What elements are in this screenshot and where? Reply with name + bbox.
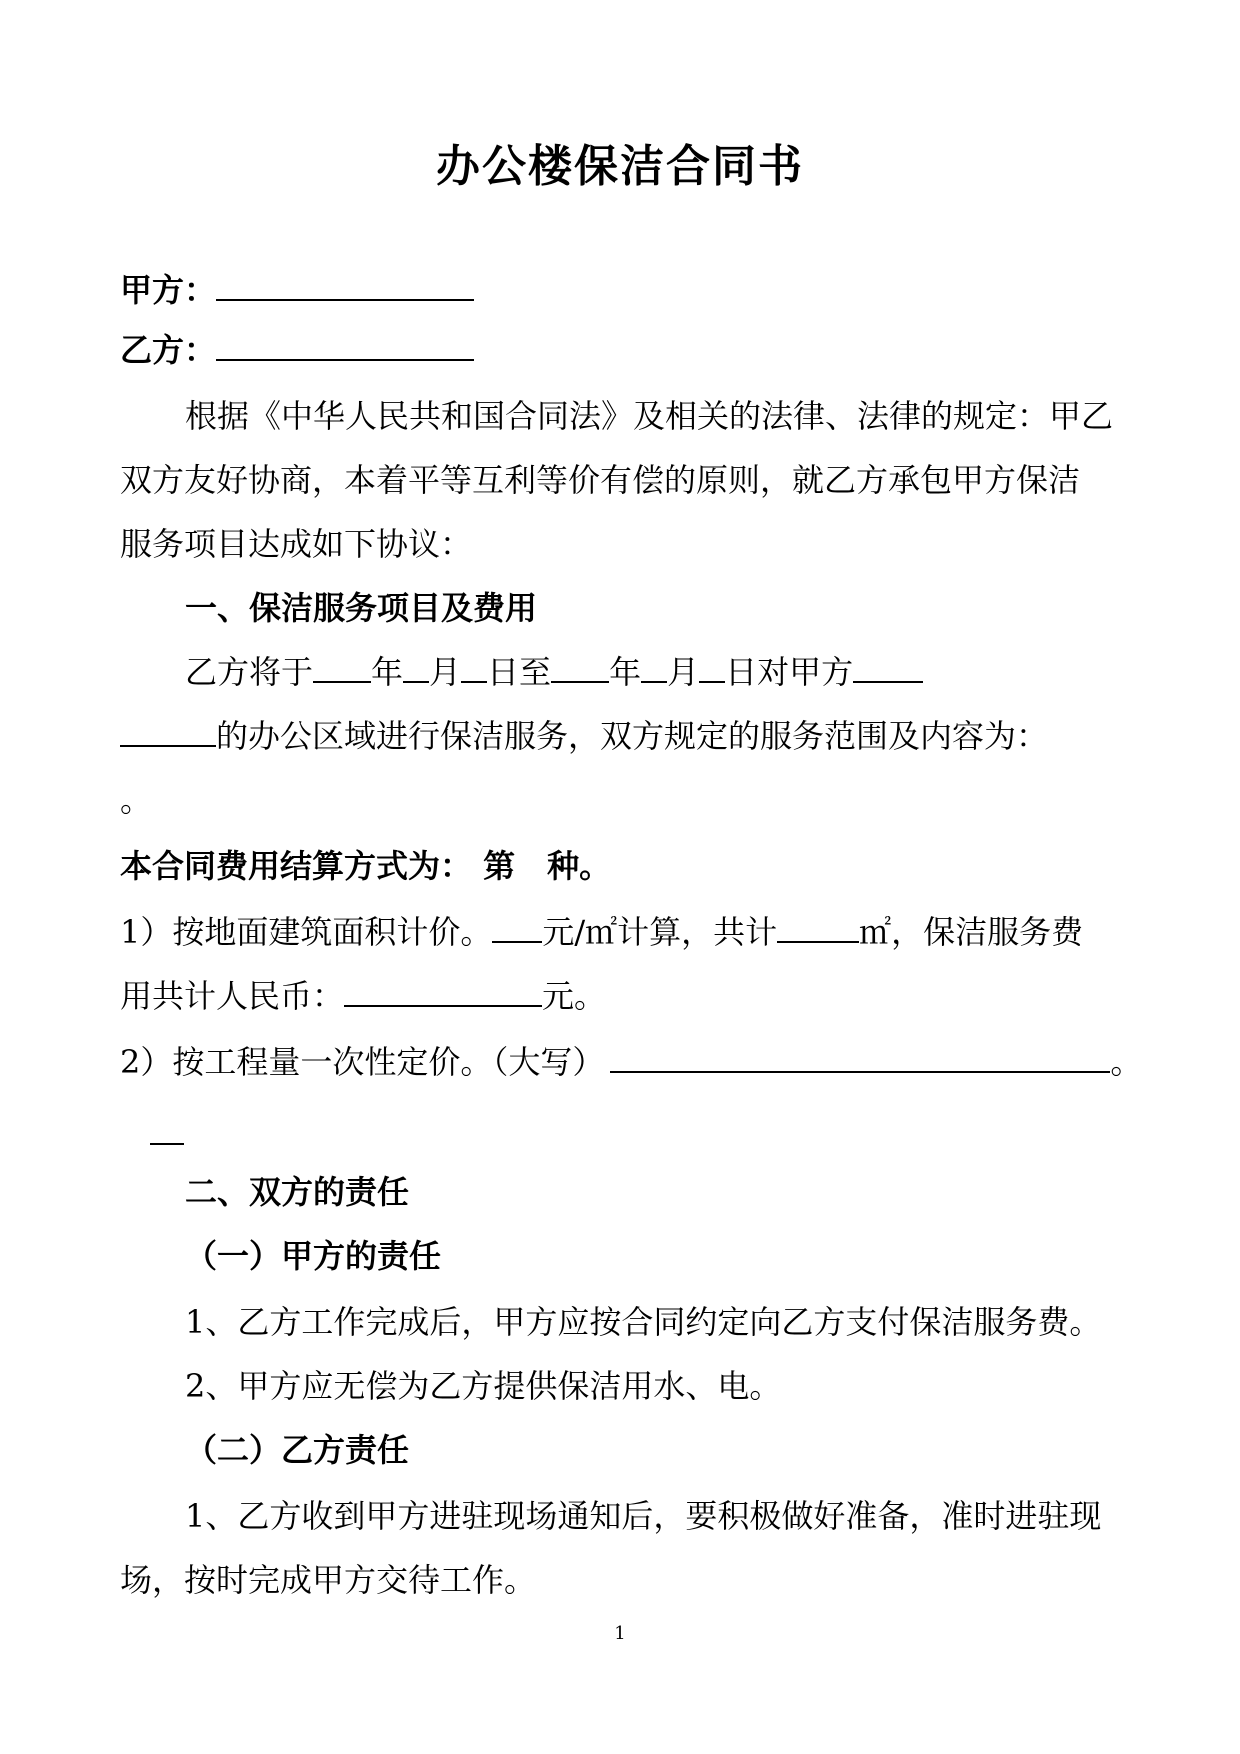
option-1-text-c: ㎡，保洁服务费 bbox=[859, 913, 1084, 951]
total-amount-blank[interactable] bbox=[344, 977, 542, 1007]
unit-price-blank[interactable] bbox=[492, 913, 542, 943]
party-b-duties-heading: （二）乙方责任 bbox=[185, 1431, 410, 1469]
section-1-heading: 一、保洁服务项目及费用 bbox=[185, 589, 538, 627]
service-date-line bbox=[185, 652, 923, 692]
date-text-1: 乙方将于 bbox=[185, 653, 314, 691]
date-text-7: 日对甲方 bbox=[725, 653, 854, 691]
option-1-line-1 bbox=[120, 912, 1083, 952]
end-year-blank[interactable] bbox=[551, 653, 609, 683]
intro-line-3: 服务项目达成如下协议： bbox=[120, 525, 473, 563]
party-a-blank[interactable] bbox=[216, 271, 474, 301]
party-a-duty-2: 2、甲方应无偿为乙方提供保洁用水、电。 bbox=[185, 1367, 782, 1405]
end-month-blank[interactable] bbox=[641, 653, 667, 683]
option-1-text-a: 1）按地面建筑面积计价。 bbox=[120, 913, 493, 951]
document-title: 办公楼保洁合同书 bbox=[436, 141, 804, 192]
scope-text: 的办公区域进行保洁服务，双方规定的服务范围及内容为： bbox=[216, 717, 1049, 755]
party-a-name-blank-1[interactable] bbox=[853, 653, 923, 683]
scope-end-mark: 。 bbox=[120, 781, 153, 819]
party-b-duty-1-line-2: 场，按时完成甲方交待工作。 bbox=[120, 1561, 537, 1599]
option-2-end: 。 bbox=[1110, 1043, 1143, 1081]
party-a-name-blank-2[interactable] bbox=[120, 717, 216, 747]
end-day-blank[interactable] bbox=[699, 653, 725, 683]
start-year-blank[interactable] bbox=[313, 653, 371, 683]
option-2-line bbox=[120, 1042, 1142, 1082]
start-day-blank[interactable] bbox=[461, 653, 487, 683]
date-text-4: 日至 bbox=[487, 653, 552, 691]
start-month-blank[interactable] bbox=[403, 653, 429, 683]
option-2-text: 2）按工程量一次性定价。（大写） bbox=[120, 1043, 605, 1081]
section-2-heading: 二、双方的责任 bbox=[185, 1173, 410, 1211]
intro-line-2: 双方友好协商，本着平等互利等价有偿的原则，就乙方承包甲方保洁 bbox=[120, 461, 1081, 499]
intro-line-1: 根据《中华人民共和国合同法》及相关的法律、法律的规定：甲乙 bbox=[185, 397, 1114, 435]
party-b-line bbox=[120, 330, 474, 370]
party-b-blank[interactable] bbox=[216, 331, 474, 361]
party-a-duty-1: 1、乙方工作完成后，甲方应按合同约定向乙方支付保洁服务费。 bbox=[185, 1303, 1102, 1341]
option-1-text-e: 元。 bbox=[542, 977, 607, 1015]
capital-amount-blank[interactable] bbox=[610, 1043, 1110, 1073]
party-a-label: 甲方： bbox=[120, 271, 217, 309]
date-text-6: 月 bbox=[667, 653, 700, 691]
party-a-duties-heading: （一）甲方的责任 bbox=[185, 1237, 442, 1275]
party-a-line bbox=[120, 270, 474, 310]
page-number: 1 bbox=[614, 1623, 626, 1644]
date-text-5: 年 bbox=[609, 653, 642, 691]
settlement-method: 本合同费用结算方式为： 第 种。 bbox=[120, 847, 612, 885]
date-text-2: 年 bbox=[371, 653, 404, 691]
option-1-text-d: 用共计人民币： bbox=[120, 977, 345, 1015]
party-b-label: 乙方： bbox=[120, 331, 217, 369]
stray-underline bbox=[150, 1143, 184, 1145]
date-text-3: 月 bbox=[429, 653, 462, 691]
party-b-duty-1-line-1: 1、乙方收到甲方进驻现场通知后，要积极做好准备，准时进驻现 bbox=[185, 1497, 1102, 1535]
service-scope-line bbox=[120, 716, 1048, 756]
option-1-line-2 bbox=[120, 976, 606, 1016]
area-blank[interactable] bbox=[777, 913, 859, 943]
option-1-text-b: 元/㎡计算，共计 bbox=[542, 913, 778, 951]
